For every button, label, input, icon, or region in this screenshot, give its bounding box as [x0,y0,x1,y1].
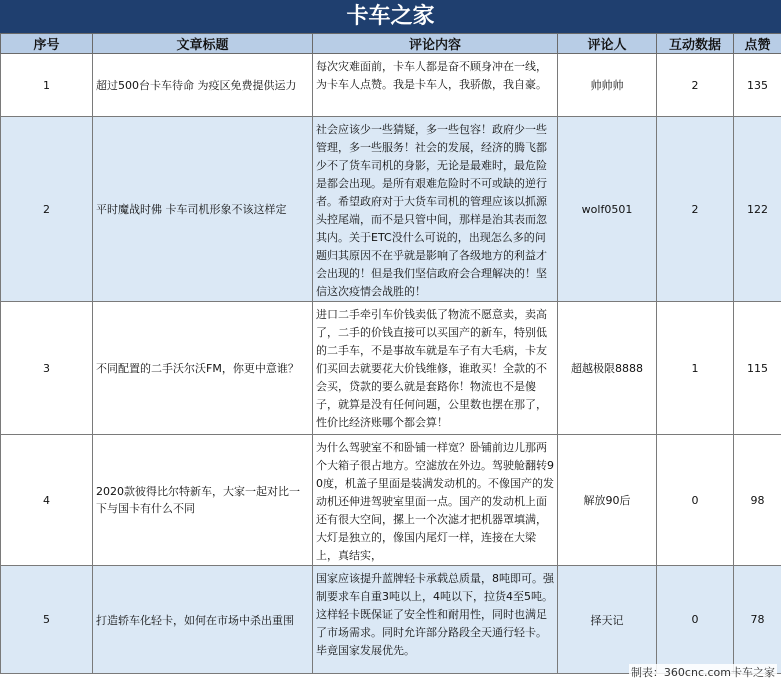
commenter: 帅帅帅 [558,54,657,117]
table-row [1,302,781,435]
article-title: 不同配置的二手沃尔沃FM，你更中意谁？ [93,302,313,435]
article-title: 打造轿车化轻卡，如何在市场中杀出重围 [93,566,313,674]
like-count: 122 [734,117,781,302]
header-interactions: 互动数据 [657,34,734,54]
row-number: 3 [1,302,93,435]
comments-table [0,33,781,674]
article-title: 平时魔战时佛 卡车司机形象不该这样定 [93,117,313,302]
commenter: wolf0501 [558,117,657,302]
interaction-count: 2 [657,54,734,117]
header-article-title: 文章标题 [93,34,313,54]
interaction-count: 0 [657,435,734,566]
header-row [1,34,781,54]
like-count: 115 [734,302,781,435]
like-count: 98 [734,435,781,566]
header-comment: 评论内容 [313,34,558,54]
header-no: 序号 [1,34,93,54]
row-number: 2 [1,117,93,302]
table-row [1,566,781,674]
comment-text: 国家应该提升蓝牌轻卡承载总质量，8吨即可。强制要求车自重3吨以上，4吨以下，拉货4至5吨。这样轻卡既保证了安全性和耐用性，同时也满足了市场需求。同时允许部分路段全天通行轻卡。毕竟国家发展优先。 [313,566,558,674]
page-title: 卡车之家 [0,0,781,33]
table-row [1,54,781,117]
header-commenter: 评论人 [558,34,657,54]
comment-text: 进口二手牵引车价钱卖低了物流不愿意卖，卖高了，二手的价钱直接可以买国产的新车，特别低的二手车，不是事故车就是车子有大毛病，卡友们买回去就要花大价钱维修，谁敢买！全款的不会买，贷款的要么就是套路你！物流也不是傻子，就算是没有任何问题，公里数也摆在那了，性价比经济账哪个都会算！ [313,302,558,435]
comment-text: 社会应该少一些猜疑，多一些包容！政府少一些管理，多一些服务！社会的发展，经济的腾飞都少不了货车司机的身影，无论是最难时，最危险是都会出现。是所有艰难危险时不可或缺的逆行者。希望政府对于大货车司机的管理应该以抓源头控尾端，而不是只管中间，那样是治其表而忽其内。关于ETC没什么可说的，出现怎么多的问题归其原因不在乎就是影响了各级地方的利益才会出现的！但是我们坚信政府会合理解决的！坚信这次疫情会战胜的！ [313,117,558,302]
article-title: 2020款彼得比尔特新车，大家一起对比一下与国卡有什么不同 [93,435,313,566]
table-row [1,117,781,302]
commenter: 超越极限8888 [558,302,657,435]
interaction-count: 0 [657,566,734,674]
article-title: 超过500台卡车待命 为疫区免费提供运力 [93,54,313,117]
source-watermark: 制表：360cnc.com卡车之家 [630,666,775,679]
interaction-count: 1 [657,302,734,435]
comment-text: 为什么驾驶室不和卧铺一样宽？卧铺前边儿那两个大箱子很占地方。空滤放在外边。驾驶舱翻转90度，机盖子里面是装满发动机的。不像国产的发动机还伸进驾驶室里面一点。国产的发动机上面还有很大空间，摞上一个次滤才把机器罩填满，大灯是独立的，像国内尾灯一样，连接在大梁上，真结实， [313,435,558,566]
commenter: 择天记 [558,566,657,674]
interaction-count: 2 [657,117,734,302]
table-row [1,435,781,566]
like-count: 135 [734,54,781,117]
row-number: 1 [1,54,93,117]
row-number: 5 [1,566,93,674]
commenter: 解放90后 [558,435,657,566]
comment-text: 每次灾难面前，卡车人都是奋不顾身冲在一线，为卡车人点赞。我是卡车人，我骄傲，我自豪。 [313,54,558,117]
like-count: 78 [734,566,781,674]
header-likes: 点赞 [734,34,781,54]
row-number: 4 [1,435,93,566]
